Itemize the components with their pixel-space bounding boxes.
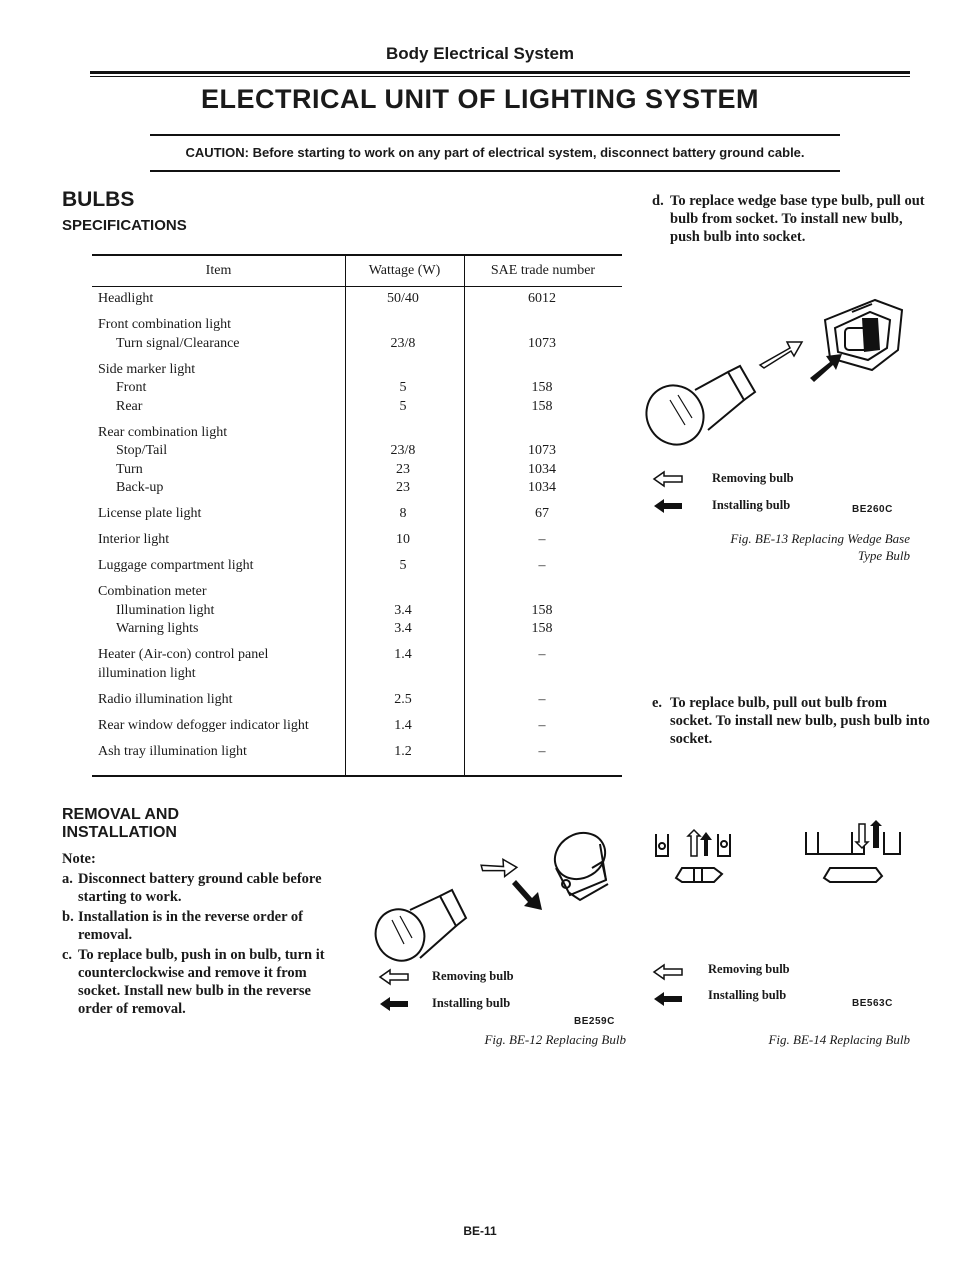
table-cell-item: Front: [116, 380, 147, 395]
wedge-bulb-illustration: [640, 290, 920, 450]
table-cell-item: Rear: [116, 398, 143, 414]
table-cell-item: Back-up: [116, 480, 164, 495]
note-label-b: b.: [62, 909, 74, 925]
removing-arrow-icon: [652, 470, 686, 488]
table-cell-sae: 1034: [528, 461, 556, 477]
note-item: [62, 870, 347, 906]
note-item: [62, 908, 347, 944]
table-cell-item: illumination light: [98, 665, 196, 681]
capless-bulb-illustration: [648, 816, 918, 896]
header-rule-thin: [90, 76, 910, 77]
table-cell-sae: 158: [531, 621, 553, 636]
figure-caption-be12: Fig. BE-12 Replacing Bulb: [484, 1032, 626, 1047]
table-cell-item: Headlight: [98, 291, 154, 306]
table-cell-wattage: 3.4: [394, 621, 412, 636]
table-cell-sae: –: [538, 743, 546, 759]
removal-heading-line1: REMOVAL AND: [62, 806, 180, 823]
legend-installing: Installing bulb: [712, 498, 791, 512]
solid-arrow-icon: [810, 354, 842, 382]
instruction-d-label: d.: [652, 193, 664, 209]
specifications-heading: SPECIFICATIONS: [62, 217, 187, 234]
table-cell-sae: 158: [531, 398, 553, 414]
table-rule-header: [92, 286, 622, 287]
table-cell-item: Combination meter: [98, 584, 207, 599]
table-cell-wattage: 5: [399, 398, 407, 414]
legend-installing: Installing bulb: [708, 988, 787, 1002]
table-cell-sae: 158: [531, 380, 553, 395]
legend-removing: Removing bulb: [432, 969, 514, 983]
page-number: BE-11: [463, 1224, 497, 1238]
bayonet-bulb-illustration: [370, 820, 640, 970]
table-cell-wattage: 50/40: [387, 291, 419, 306]
table-cell-sae: 6012: [528, 291, 556, 306]
caution-rule-top: [150, 134, 840, 136]
section-title: ELECTRICAL UNIT OF LIGHTING SYSTEM: [200, 84, 759, 114]
instruction-e-text: To replace bulb, pull out bulb from socket. To install new bulb, push bulb into socket.: [670, 695, 930, 747]
caption-be13-line1: Fig. BE-13 Replacing Wedge Base: [730, 531, 910, 546]
note-item: [62, 946, 347, 1018]
table-cell-item: Ash tray illumination light: [98, 743, 247, 759]
installing-arrow-icon: [652, 990, 686, 1008]
table-rule-top: [92, 254, 622, 256]
removal-notes: [62, 850, 347, 1020]
table-cell-sae: –: [538, 647, 546, 662]
note-label-c: c.: [62, 947, 73, 963]
caution-rule-bottom: [150, 170, 840, 172]
table-cell-item: Turn: [116, 461, 143, 477]
table-cell-wattage: 23/8: [390, 335, 416, 351]
table-cell-sae: –: [538, 717, 546, 733]
outline-arrow-icon: [479, 851, 517, 884]
figure-code-be259c: BE259C: [574, 1016, 615, 1027]
legend-removing: Removing bulb: [712, 471, 794, 485]
bulbs-heading: BULBS: [62, 188, 135, 211]
note-text-c: To replace bulb, push in on bulb, turn it counterclockwise and remove it from socket. Install new bulb in the reverse order of removal.: [78, 947, 325, 1017]
table-divider-1: [345, 254, 346, 777]
header-sae: SAE trade number: [490, 263, 596, 278]
figure-code-be563c: BE563C: [852, 998, 893, 1009]
table-cell-wattage: 1.4: [394, 647, 412, 662]
table-cell-wattage: 23: [396, 461, 410, 477]
table-cell-wattage: 8: [399, 506, 407, 521]
note-text-b: Installation is in the reverse order of removal.: [78, 909, 303, 943]
table-cell-item: Radio illumination light: [98, 691, 233, 707]
note-label-a: a.: [62, 871, 73, 887]
table-cell-item: Side marker light: [98, 361, 196, 377]
figure-caption-be13: [652, 530, 910, 564]
note-text-a: Disconnect battery ground cable before starting to work.: [78, 871, 322, 905]
table-cell-item: Interior light: [98, 532, 170, 547]
instruction-d-text: To replace wedge base type bulb, pull out bulb from socket. To install new bulb, push bulb into socket.: [670, 193, 925, 245]
spec-table: [92, 254, 622, 777]
table-cell-wattage: 3.4: [394, 602, 412, 618]
caution-note: CAUTION: Before starting to work on any part of electrical system, disconnect battery ground cable.: [185, 145, 805, 160]
table-cell-wattage: 2.5: [394, 691, 412, 707]
table-cell-sae: 1034: [528, 480, 556, 495]
table-cell-wattage: 23/8: [390, 443, 416, 458]
table-rule-bottom: [92, 775, 622, 777]
table-cell-wattage: 5: [399, 380, 407, 395]
table-cell-item: Stop/Tail: [116, 443, 168, 458]
installing-arrow-icon: [652, 497, 686, 515]
table-cell-sae: –: [538, 691, 546, 707]
removing-arrow-icon: [652, 963, 686, 981]
table-cell-sae: 67: [535, 506, 549, 521]
note-label: Note:: [62, 851, 96, 867]
table-cell-sae: 1073: [528, 443, 556, 458]
header-rule: [90, 71, 910, 74]
table-cell-item: License plate light: [98, 506, 202, 521]
table-cell-sae: 1073: [528, 335, 556, 351]
outline-arrow-icon: [760, 342, 802, 368]
table-cell-item: Luggage compartment light: [98, 558, 254, 573]
table-cell-wattage: 10: [396, 532, 410, 547]
table-cell-wattage: 1.4: [394, 717, 412, 733]
table-cell-item: Rear window defogger indicator light: [98, 717, 309, 733]
instruction-e-label: e.: [652, 695, 663, 711]
running-header: Body Electrical System: [385, 44, 575, 63]
figure-caption-be14: Fig. BE-14 Replacing Bulb: [768, 1032, 910, 1047]
figure-code-be260c: BE260C: [852, 504, 893, 515]
caption-be13-line2: Type Bulb: [857, 548, 910, 563]
table-cell-sae: –: [538, 532, 546, 547]
table-cell-sae: –: [538, 558, 546, 573]
solid-arrow-icon: [512, 880, 542, 910]
table-cell-wattage: 1.2: [394, 743, 412, 759]
table-cell-wattage: 5: [399, 558, 407, 573]
legend-installing: Installing bulb: [432, 996, 511, 1010]
table-cell-item: Illumination light: [116, 602, 215, 618]
table-cell-item: Heater (Air-con) control panel: [98, 647, 269, 662]
table-cell-item: Rear combination light: [98, 424, 228, 440]
legend-removing: Removing bulb: [708, 962, 790, 976]
instruction-e: [652, 694, 932, 748]
table-cell-sae: 158: [531, 602, 553, 618]
removal-heading-line2: INSTALLATION: [62, 824, 177, 841]
installing-arrow-icon: [378, 995, 412, 1013]
removing-arrow-icon: [378, 968, 412, 986]
instruction-d: [652, 192, 932, 246]
removal-heading: [62, 806, 262, 842]
table-cell-wattage: 23: [396, 480, 410, 495]
header-item: Item: [205, 263, 232, 278]
header-wattage: Wattage (W): [368, 263, 441, 278]
table-cell-item: Front combination light: [98, 317, 231, 332]
table-cell-item: Warning lights: [116, 621, 199, 636]
table-cell-item: Turn signal/Clearance: [116, 335, 240, 351]
